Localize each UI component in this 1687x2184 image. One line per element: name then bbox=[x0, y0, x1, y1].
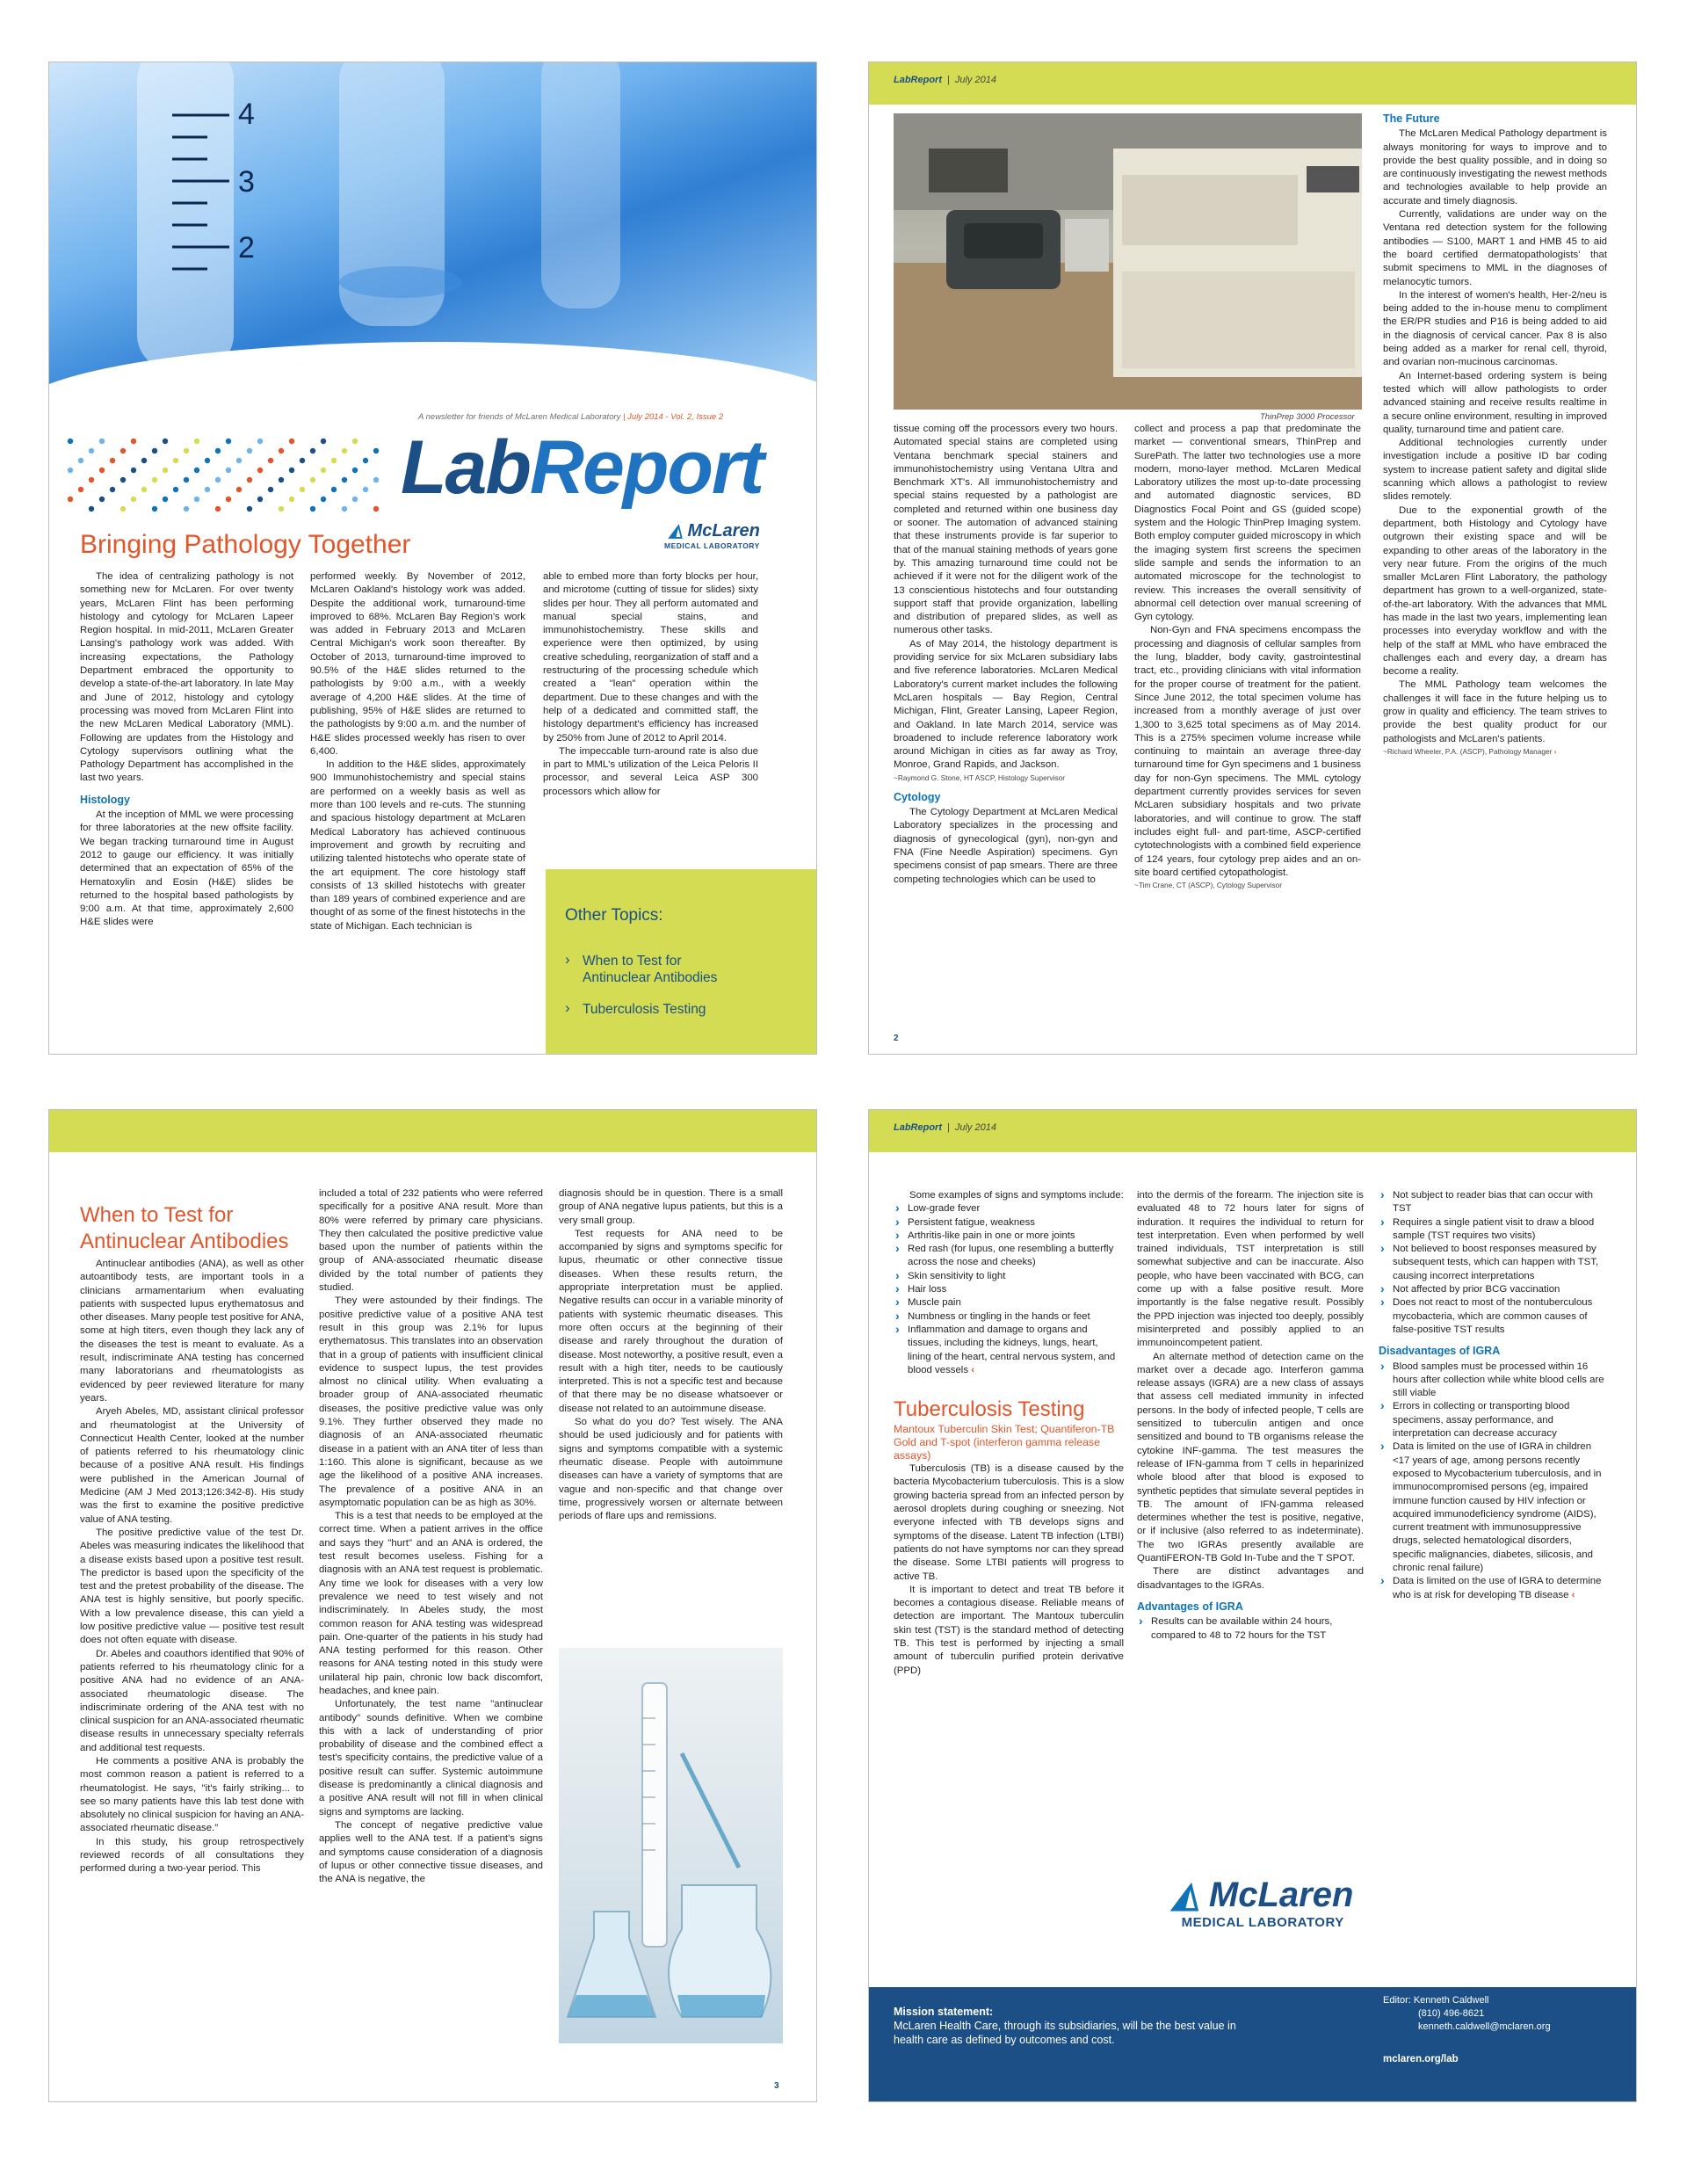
article-title: Bringing Pathology Together bbox=[80, 530, 411, 559]
decorative-dot bbox=[152, 506, 157, 512]
decorative-dot bbox=[289, 468, 294, 473]
list-item: › Requires a single patient visit to draw a blood sample (TST requires two visits) bbox=[1379, 1216, 1605, 1244]
list-item: › Not subject to reader bias that can occur with TST bbox=[1379, 1189, 1605, 1216]
decorative-dot bbox=[310, 506, 315, 512]
decorative-dot bbox=[247, 477, 252, 483]
glassware-illustration bbox=[559, 1648, 783, 2043]
paragraph: included a total of 232 patients who were referred specifically for a positive ANA result. More than 80% were referred by primary care physicians. They then calculated the positive predictive value based upon the number of patients within the group of ANA-associated rheumatic disease divided by the total number of patients they studied. bbox=[319, 1188, 543, 1294]
svg-text:2: 2 bbox=[238, 231, 255, 265]
decorative-dot bbox=[163, 439, 168, 444]
list-item: › Blood samples must be processed within 16 hours after collection while white blood cells are still viable bbox=[1379, 1360, 1605, 1401]
section-heading-cytology: Cytology bbox=[894, 790, 941, 803]
decorative-dot bbox=[194, 439, 199, 444]
newsletter-page-4 bbox=[868, 1109, 1637, 2102]
decorative-dot bbox=[215, 506, 221, 512]
other-topics-box bbox=[546, 869, 817, 1055]
mission-statement: Mission statement: McLaren Health Care, through its subsidiaries, will be the best value in health care as defined by outcomes and cost. bbox=[894, 2006, 1236, 2046]
decorative-dot bbox=[184, 477, 189, 483]
article-column-1 bbox=[80, 1258, 304, 1876]
paragraph: Unfortunately, the test name "antinuclear antibody" sounds definitive. When we combine this with a lack of understanding of prior probability of disease and the combined effect a test's specificity contains, the predictive value of a positive result can suffer. Systemic autoimmune disease is predominantly a clinical diagnosis and a positive ANA result will not fill in when clinical signs and symptoms are lacking. bbox=[319, 1699, 543, 1818]
paragraph: The MML Pathology team welcomes the challenges it will face in the future helping us to grow in quality and efficiency. The team strives to provide the best quality product for our pathologists and McLaren's patients. bbox=[1383, 679, 1607, 744]
mclaren-logo-icon: ◭ bbox=[669, 521, 683, 541]
decorative-dot bbox=[268, 487, 273, 492]
decorative-dot bbox=[163, 497, 168, 502]
decorative-dot bbox=[68, 468, 73, 473]
decorative-dot bbox=[78, 487, 83, 492]
section-heading-histology: Histology bbox=[80, 793, 130, 806]
decorative-dot bbox=[184, 506, 189, 512]
paragraph: Aryeh Abeles, MD, assistant clinical professor and rheumatologist at the University of Connecticut Health Center, looked at the number of patients referred to his rheumatology clinic because of a positive ANA result. His findings were published in the American Journal of Medicine (AM J Med 2013;126:342-8). His study was the first to examine the positive predictive value of ANA testing. bbox=[80, 1406, 304, 1525]
decorative-dot bbox=[215, 448, 221, 453]
decorative-dot bbox=[289, 497, 294, 502]
decorative-dot bbox=[89, 506, 94, 512]
other-topics-heading: Other Topics: bbox=[565, 906, 663, 925]
list-item: › Skin sensitivity to light bbox=[894, 1270, 1124, 1283]
paragraph: able to embed more than forty blocks per hour, and microtome (cutting of tissue for slides) sixty slides per hour. They all perform automated and manual special stains, and immunohistochemistry. These skills and experience were then optimized, by using creative scheduling, reorganization of staff and a restructuring of the processing schedule which created a "lean" operation within the department. Due to these changes and with the help of a dedicated and committed staff, the histology department's efficiency has increased by 250% from June of 2012 to April 2014. bbox=[543, 571, 758, 744]
article-title: When to Test for Antinuclear Antibodies bbox=[80, 1203, 289, 1253]
list-item: › Arthritis-like pain in one or more joints bbox=[894, 1230, 1124, 1243]
decorative-dot bbox=[257, 439, 263, 444]
paragraph: In the interest of women's health, Her-2/neu is being added to the in-house menu to compliment the ER/PR studies and P16 is being added to aid in the diagnosis of cervical cancer. Pax 8 is also being added as a marker for renal cell, thyroid, and ovarian non-mucinous carcinomas. bbox=[1383, 289, 1607, 368]
decorative-dot bbox=[152, 477, 157, 483]
page-header-bar: LabReport | July 2014 bbox=[869, 62, 1636, 105]
symptoms-list bbox=[894, 1202, 1124, 1377]
decorative-dot bbox=[194, 497, 199, 502]
header-date: July 2014 bbox=[954, 75, 996, 85]
newsletter-page-2 bbox=[868, 62, 1637, 1055]
decorative-dot bbox=[352, 439, 358, 444]
header-logo: LabReport bbox=[894, 75, 942, 85]
article-column-1 bbox=[894, 423, 1118, 887]
advantages-list bbox=[1137, 1615, 1364, 1643]
decorative-dot bbox=[226, 439, 231, 444]
author-signature: ~Raymond G. Stone, HT ASCP, Histology Supervisor bbox=[894, 773, 1065, 782]
decorative-dot bbox=[352, 497, 358, 502]
labreport-logo: LabReport bbox=[401, 425, 764, 510]
end-mark-icon: ‹ bbox=[1553, 746, 1557, 756]
decorative-dot bbox=[194, 468, 199, 473]
paragraph: The concept of negative predictive value applies well to the ANA test. If a patient's signs and symptoms cause consideration of a diagnosis of lupus or other connective tissue diseases, and the ANA is negative, the bbox=[319, 1819, 543, 1885]
decorative-dot bbox=[68, 497, 73, 502]
decorative-dot bbox=[331, 458, 337, 463]
list-item: › Low-grade fever bbox=[894, 1202, 1124, 1215]
tb-article-subtitle: Mantoux Tuberculin Skin Test; Quantiferon-TB Gold and T-spot (interferon gamma release assays) bbox=[894, 1423, 1115, 1462]
paragraph: In addition to the H&E slides, approximately 900 Immunohistochemistry and special stains are performed on a weekly basis as well as more than 100 levels and re-cuts. The stunning and spacious histology department at McLaren Medical Laboratory has achieved continuous improvement and growth by recruiting and utilizing talented histotechs who operate state of the art equipment. The core histology staff consists of 13 skilled histotechs with greater than 189 years of combined experience and are thought of as some of the finest histotechs in the state of Michigan. Each technician is bbox=[310, 759, 525, 932]
paragraph: Antinuclear antibodies (ANA), as well as other autoantibody tests, are important tools in a clinicians armamentarium when evaluating patients with suspected lupus erythematosus and other diseases. Many people test positive for ANA, some at high titers, even though they lack any of the diseases the test is meant to evaluate. As a result, indiscriminate ANA testing has concerned many laboratorians and rheumatologists as evidenced by peer reviewed literature for many years. bbox=[80, 1259, 304, 1404]
dot-pattern-decoration bbox=[65, 436, 390, 515]
paragraph: The impeccable turn-around rate is also due in part to MML's utilization of the Leica Peloris II processor, and several Leica ASP 300 processors which allow for bbox=[543, 745, 758, 797]
decorative-dot bbox=[205, 487, 210, 492]
paragraph: They were astounded by their findings. The positive predictive value of a positive ANA test result in this group was 2.1% for lupus erythematosus. This translates into an observation that in a group of patients with insufficient clinical evidence to suspect lupus, the test provides almost no clinical utility. When evaluating a broader group of ANA-associated rheumatic diseases, the positive predictive value was only 9.1%. They further observed they made no diagnosis of an ANA-associated rheumatic disease in a patient with an ANA titer of less than 1:160. This alone is significant, because as we age the likelihood of a positive ANA increases. The prevalence of a positive ANA in an asymptomatic population can be as high as 30%. bbox=[319, 1295, 543, 1508]
paragraph: As of May 2014, the histology department is providing service for six McLaren subsidiary labs and five reference laboratories. McLaren Medical Laboratory's current market includes the following McLaren hospitals — Bay Region, Central Michigan, Flint, Greater Lansing, Lapeer Region, and Oakland. In late March 2014, service was broadened to include reference laboratory work around Michigan in cities as far away as Troy, Monroe, Grand Rapids, and Jackson. bbox=[894, 638, 1118, 771]
mission-footer bbox=[869, 1987, 1636, 2101]
decorative-dot bbox=[120, 506, 126, 512]
test-tube-illustration bbox=[49, 62, 817, 388]
topic-link-ana[interactable]: › When to Test for Antinuclear Antibodies bbox=[565, 953, 717, 986]
decorative-dot bbox=[373, 448, 379, 453]
section-heading-advantages: Advantages of IGRA bbox=[1137, 1600, 1243, 1613]
mclaren-logo-large: ◭ McLaren MEDICAL LABORATORY bbox=[1172, 1876, 1354, 1930]
decorative-dot bbox=[131, 497, 136, 502]
list-item: › Hair loss bbox=[894, 1283, 1124, 1296]
decorative-dot bbox=[373, 506, 379, 512]
decorative-dot bbox=[141, 458, 147, 463]
list-item: › Inflammation and damage to organs and tissues, including the kidneys, lungs, heart, lining of the heart, central nervous system, and blood vessels ‹ bbox=[894, 1324, 1124, 1377]
decorative-dot bbox=[120, 448, 126, 453]
disadvantages-list bbox=[1379, 1360, 1605, 1602]
paragraph: Additional technologies currently under investigation include a positive ID bar coding system to increase patient safety and digital slide scanning which allows a pathologist to review slides remotely. bbox=[1383, 438, 1607, 503]
list-item: › Not affected by prior BCG vaccination bbox=[1379, 1283, 1605, 1296]
lab-equipment-illustration bbox=[894, 113, 1362, 410]
paragraph: This is a test that needs to be employed at the correct time. When a patient arrives in the office and says they "hurt" and an ANA is ordered, the test result becomes useless. Fishing for a diagnosis with an ANA test request is problematic. Any time we look for diseases with a very low prevalence we need to test wisely and not indiscriminately. In Abeles study, the most common reason for ANA testing was widespread pain. One-quarter of the patients in his study had ANA testing performed for this reason. Other reasons for ANA testing noted in this study were unilateral hip pain, chronic low back discomfort, headaches, and knee pain. bbox=[319, 1511, 543, 1696]
website-link[interactable]: mclaren.org/lab bbox=[1383, 2054, 1459, 2064]
page-header-bar: LabReport | July 2014 bbox=[869, 1110, 1636, 1152]
decorative-dot bbox=[205, 458, 210, 463]
paragraph: Test requests for ANA need to be accompanied by signs and symptoms specific for lupus, rheumatic or other connective tissue diseases. When these results return, the appropriate interpretation must be applied. Negative results can occur in a variable minority of patients with systemic rheumatic diseases. This more often occurs at the beginning of their disease and rarely throughout the duration of disease. Most noteworthy, a positive result, even a result with a high titer, needs to be cautiously interpreted. This is not a specific test and because of that there may be no disease whatsoever or disease not related to an autoimmune disease. bbox=[559, 1228, 783, 1414]
end-mark-icon: ‹ bbox=[1571, 1589, 1575, 1600]
cover-photo-test-tubes bbox=[49, 62, 816, 388]
decorative-dot bbox=[279, 477, 284, 483]
list-item: › Does not react to most of the nontuberculous mycobacteria, which are common causes of false-positive TST results bbox=[1379, 1296, 1605, 1337]
section-heading-future: The Future bbox=[1383, 112, 1440, 125]
list-item: › Persistent fatigue, weakness bbox=[894, 1216, 1124, 1230]
decorative-dot bbox=[321, 439, 326, 444]
decorative-dot bbox=[226, 497, 231, 502]
article-column-2 bbox=[310, 570, 525, 933]
paragraph: Tuberculosis (TB) is a disease caused by the bacteria Mycobacterium tuberculosis. This is a slow growing bacteria spread from an infected person by aerosol droplets during coughing or sneezing. Not everyone infected with TB develops signs and symptoms of the disease. Latent TB infection (LTBI) patients do not have symptoms nor can they spread the disease. Some LTBI patients will progress to active TB. bbox=[894, 1463, 1124, 1582]
article-column-3 bbox=[543, 570, 758, 799]
page-header-bar bbox=[49, 1110, 816, 1152]
topic-link-tb[interactable]: › Tuberculosis Testing bbox=[565, 1001, 706, 1018]
decorative-dot bbox=[279, 448, 284, 453]
decorative-dot bbox=[321, 468, 326, 473]
decorative-dot bbox=[342, 477, 347, 483]
editor-email-link[interactable]: kenneth.caldwell@mclaren.org bbox=[1418, 2021, 1551, 2032]
decorative-dot bbox=[289, 439, 294, 444]
svg-text:4: 4 bbox=[238, 98, 255, 131]
paragraph: He comments a positive ANA is probably the most common reason a patient is referred to a rheumatologist. He says, "it's fairly striking... to see so many patients have this lab test done with absolutely no clinical suspicion for having an ANA-associated rheumatic disease." bbox=[80, 1755, 304, 1834]
paragraph: An Internet-based ordering system is being tested which will allow pathologists to order advanced staining and receive results realtime in a secure online environment, resulting in improved quality, turnaround time and patient care. bbox=[1383, 370, 1607, 435]
mclaren-logo-icon: ◭ bbox=[1172, 1876, 1199, 1914]
list-item: › Data is limited on the use of IGRA in children <17 years of age, among persons recently exposed to Mycobacterium tuberculosis, and in immunocompromised persons (eg, impaired immune function caused by HIV infection or acquired immunodeficiency syndrome (AIDS), current treatment with immunosuppressive drugs, selected hematological disorders, specific malignancies, diabetes, silicosis, and chronic renal failure) bbox=[1379, 1440, 1605, 1575]
paragraph: The positive predictive value of the test Dr. Abeles was measuring indicates the likelihood that a disease exists based upon a positive test result. The predictor is based upon the specificity of the test and the pretest probability of the disease. The ANA test is highly sensitive, but poorly specific. With a low prevalence disease, this can yield a low positive predictive value — positive test result does not often equate with disease. bbox=[80, 1527, 304, 1646]
decorative-dot bbox=[89, 477, 94, 483]
decorative-dot bbox=[268, 458, 273, 463]
decorative-dot bbox=[257, 468, 263, 473]
paragraph: performed weekly. By November of 2012, McLaren Oakland's histology work was added. Despite the additional work, turnaround-time improved to 68%. McLaren Bay Region's work was added in February 2013 and McLaren Central Michigan's work soon thereafter. By October of 2013, turnaround-time improved to 90.5% of the H&E slides returned to the pathologists by 9:00 a.m., with a weekly average of 4,200 H&E slides. At the time of publishing, 95% of H&E slides are returned to the pathologists by 9:00 a.m. and the number of H&E slides processed weekly has risen to over 6,400. bbox=[310, 571, 525, 757]
header-date: July 2014 bbox=[954, 1122, 996, 1133]
decorative-dot bbox=[184, 448, 189, 453]
newsletter-cover-page bbox=[48, 62, 817, 1055]
article-column-3 bbox=[1383, 112, 1607, 757]
decorative-dot bbox=[321, 497, 326, 502]
decorative-dot bbox=[363, 458, 368, 463]
symptoms-intro: Some examples of signs and symptoms include: bbox=[909, 1190, 1124, 1201]
paragraph: collect and process a pap that predominate the market — conventional smears, ThinPrep and SurePath. The latter two technologies use a more modern, mono-layer method. McLaren Medical Laboratory utilizes the most up-to-date processing and automated diagnostic services, BD Diagnostics Focal Point and GS (guided scope) system and the Hologic ThinPrep Imaging system. Both employ computer guided microscopy in which the imaging system first screens the specimen slide sample and sends the information to an automated microscope for the technologist to review. This increases the overall sensitivity of abnormal cell detection over manual screening of Gyn cytology. bbox=[1134, 424, 1361, 623]
decorative-dot bbox=[300, 458, 305, 463]
decorative-dot bbox=[373, 477, 379, 483]
article-column-1 bbox=[894, 1189, 1124, 1678]
decorative-dot bbox=[310, 477, 315, 483]
decorative-dot bbox=[78, 458, 83, 463]
decorative-dot bbox=[342, 448, 347, 453]
decorative-dot bbox=[99, 439, 105, 444]
author-signature: ~Richard Wheeler, P.A. (ASCP), Pathology Manager ‹ bbox=[1383, 746, 1557, 756]
paragraph: Non-Gyn and FNA specimens encompass the processing and diagnosis of cellular samples from the lung, bladder, body cavity, gastrointestinal tract, etc., providing clinicians with vital information for the proper course of treatment for the patient. Since June 2012, the total specimen volume has increased from a monthly average of just over 1,300 to 3,625 total specimens as of May 2014. This is a 275% specimen volume increase while continuing to maintain an average three-day turnaround time for Gyn specimens and 1 business day for non-Gyn specimens. The MML cytology department currently provides services for seven McLaren subsidiary hospitals and two private laboratories, and will continue to grow. The staff includes eight full- and part-time, ASCP-certified cytotechnologists with a combined field experience of 124 years, four cytology prep aides and an on-site board certified cytopathologist. bbox=[1134, 625, 1361, 878]
decorative-dot bbox=[352, 468, 358, 473]
author-signature: ~Tim Crane, CT (ASCP), Cytology Supervisor bbox=[1134, 881, 1283, 890]
thinprep-processor-photo bbox=[894, 113, 1362, 410]
paragraph: Due to the exponential growth of the department, both Histology and Cytology have outgrown their existing space and will be expanding to other areas of the laboratory in the very near future. From the origins of the much smaller McLaren Flint Laboratory, the pathology department has grown to a well-organized, state-of-the-art laboratory. With the advances that MML has made in the last two years, implementing lean processes into everyday workflow and with the help of the staff at MML who have embraced the challenges each and every day, a dream has become a reality. bbox=[1383, 504, 1607, 678]
list-item: › Errors in collecting or transporting blood specimens, assay performance, and interpretation can decrease accuracy bbox=[1379, 1400, 1605, 1440]
decorative-dot bbox=[236, 458, 242, 463]
decorative-dot bbox=[89, 448, 94, 453]
decorative-dot bbox=[110, 458, 115, 463]
paragraph: tissue coming off the processors every two hours. Automated special stains are completed using Ventana benchmark special stainers and immunohistochemistry using Ventana Ultra and Benchmark XT's. All immunohistochemistry and special stains requested by a pathologist are completed and returned within one business day or sooner. The automation of advanced staining that these instruments provide is far superior to that of the manual staining methods of years gone by. This amazing turnaround time could not be achieved if it were not for the diligent work of the 13 conscientious histotechs and four outstanding support staff that provide organization, labelling and distribution of prepared slides, as well as numerous other tasks. bbox=[894, 424, 1118, 636]
decorative-dot bbox=[99, 468, 105, 473]
photo-caption: ThinPrep 3000 Processor bbox=[1260, 412, 1355, 422]
article-column-2 bbox=[1134, 423, 1361, 890]
paragraph: The idea of centralizing pathology is not something new for McLaren. For over twenty years, McLaren Flint has been performing histology and cytology for McLaren Lapeer Region hospital. In mid-2011, McLaren Greater Lansing's pathology work was added. With increasing expectations, the Pathology Department embraced the opportunity to develop a state-of-the-art laboratory. In late May and June of 2012, histology and cytology processing was moved from McLaren Flint into the new McLaren Medical Laboratory (MML). Following are updates from the Histology and Cytology supervisors outlining what the Pathology Department has accomplished in the last two years. bbox=[80, 571, 293, 784]
list-item: › Results can be available within 24 hours, compared to 48 to 72 hours for the TST bbox=[1137, 1615, 1364, 1643]
decorative-dot bbox=[120, 477, 126, 483]
decorative-dot bbox=[131, 468, 136, 473]
paragraph: So what do you do? Test wisely. The ANA should be used judiciously and for patients with signs and symptoms compatible with a systemic rheumatic disease. People with autoimmune diseases can have a variety of symptoms that are vague and non-specific and that change over time, progressively worsen or alternate between periods of flare ups and remissions. bbox=[559, 1417, 783, 1522]
decorative-dot bbox=[99, 497, 105, 502]
page-number: 2 bbox=[894, 1034, 899, 1043]
lab-glassware-photo bbox=[559, 1648, 783, 2043]
decorative-dot bbox=[300, 487, 305, 492]
paragraph: At the inception of MML we were processing for three laboratories at the new offsite facility. We began tracking turnaround time in August 2012 to gauge our efficiency. It was initially determined that an expectation of 65% of the Hematoxylin and Eosin (H&E) slides be returned to the hospital based pathologists by 9:00 a.m. At that time, approximately 2,600 H&E slides were bbox=[80, 809, 293, 928]
decorative-dot bbox=[215, 477, 221, 483]
page-number: 3 bbox=[774, 2081, 779, 2091]
decorative-dot bbox=[141, 487, 147, 492]
list-item: › Numbness or tingling in the hands or feet bbox=[894, 1310, 1124, 1324]
list-item: › Data is limited on the use of IGRA to determine who is at risk for developing TB disease ‹ bbox=[1379, 1575, 1605, 1602]
decorative-dot bbox=[131, 439, 136, 444]
article-column-3 bbox=[1379, 1189, 1605, 1602]
newsletter-tagline: A newsletter for friends of McLaren Medical Laboratory | July 2014 - Vol. 2, Issue 2 bbox=[418, 412, 724, 422]
editor-contact: Editor: Kenneth Caldwell (810) 496-8621 kenneth.caldwell@mclaren.org bbox=[1383, 1995, 1551, 2032]
paragraph: In this study, his group retrospectively reviewed records of all consultations they performed during a two-year period. This bbox=[80, 1836, 304, 1875]
paragraph: The McLaren Medical Pathology department is always monitoring for ways to improve and to provide the best quality possible, and in doing so are continuously investigating the newest methods and technologies available to help provide an accurate and timely diagnosis. bbox=[1383, 128, 1607, 207]
article-column-3 bbox=[559, 1187, 783, 1523]
paragraph: into the dermis of the forearm. The injection site is evaluated 48 to 72 hours later for signs of induration. It requires the individual to return for test interpretation. Even when performed by well trained individuals, TST interpretation is still somewhat subjective and can be inaccurate. Also people, who have been vaccinated with BCG, can come up with a false positive result. More importantly is the false negative result. Possibly the PPD injection was injected too deeply, possibly misinterpreted and possibly applied to an immunoincompetent patient. bbox=[1137, 1190, 1364, 1349]
paragraph: An alternate method of detection came on the market over a decade ago. Interferon gamma release assays (IGRA) are a new class of assays that assess cell mediated immunity in infected persons. In the body of infected people, T cells are sensitized to tuberculin antigen and once sensitized and bound to TB organisms release the cytokine INF-gamma. The test measures the release of IFN-gamma from T cells in heparinized whole blood after that blood is exposed to synthetic peptides that simulate several peptides in TB. The amount of IFN-gamma released determines whether the test is positive, negative, or if inclusive (also referred to as indeterminate). The two IGRAs presently available are QuantiFERON-TB Gold In-Tube and the T SPOT. bbox=[1137, 1351, 1364, 1564]
decorative-dot bbox=[247, 448, 252, 453]
decorative-dot bbox=[236, 487, 242, 492]
paragraph: diagnosis should be in question. There is a small group of ANA negative lupus patients, but this is a very small group. bbox=[559, 1188, 783, 1226]
list-item: › Not believed to boost responses measured by subsequent tests, which can happen with TST, causing incorrect interpretations bbox=[1379, 1243, 1605, 1283]
paragraph: Dr. Abeles and coauthors identified that 90% of patients referred to his rheumatology clinic for a positive ANA had no evidence of an ANA-associated rheumatologic disease. The indiscriminate ordering of the ANA test with no clinical suspicion for an ANA-associated rheumatic disease results in unnecessary specialty referrals and additional test requests. bbox=[80, 1648, 304, 1753]
decorative-dot bbox=[110, 487, 115, 492]
section-heading-disadvantages: Disadvantages of IGRA bbox=[1379, 1345, 1501, 1358]
decorative-dot bbox=[279, 506, 284, 512]
end-mark-icon: ‹ bbox=[971, 1364, 974, 1375]
decorative-dot bbox=[247, 506, 252, 512]
decorative-dot bbox=[342, 506, 347, 512]
tb-article-title: Tuberculosis Testing bbox=[894, 1397, 1085, 1422]
decorative-dot bbox=[173, 487, 178, 492]
decorative-dot bbox=[226, 468, 231, 473]
list-item: › Muscle pain bbox=[894, 1296, 1124, 1310]
list-item: › Red rash (for lupus, one resembling a butterfly across the nose and cheeks) bbox=[894, 1243, 1124, 1270]
article-column-2 bbox=[1137, 1189, 1364, 1643]
decorative-dot bbox=[257, 497, 263, 502]
article-column-2 bbox=[319, 1187, 543, 1886]
decorative-dot bbox=[68, 439, 73, 444]
paragraph: The Cytology Department at McLaren Medical Laboratory specializes in the processing and diagnosis of gynecological (gyn), non-gyn and FNA (Fine Needle Aspiration) specimens. Gyn specimens consist of pap smears. There are three competing technologies which can be used to bbox=[894, 807, 1118, 885]
svg-text:3: 3 bbox=[238, 165, 255, 199]
decorative-dot bbox=[152, 448, 157, 453]
mclaren-logo: ◭ McLaren MEDICAL LABORATORY bbox=[664, 521, 760, 550]
decorative-dot bbox=[331, 487, 337, 492]
decorative-dot bbox=[363, 487, 368, 492]
newsletter-page-3 bbox=[48, 1109, 817, 2102]
header-logo: LabReport bbox=[894, 1122, 942, 1133]
paragraph: Currently, validations are under way on the Ventana red detection system for the following antibodies — S100, MART 1 and HMB 45 to aid the board certified dermatopathologists' that submit specimens to MML in the diagnoses of melanocytic tumors. bbox=[1383, 209, 1607, 287]
decorative-dot bbox=[173, 458, 178, 463]
article-column-1 bbox=[80, 570, 293, 930]
decorative-dot bbox=[163, 468, 168, 473]
paragraph: It is important to detect and treat TB before it becomes a contagious disease. Reliable means of detection are important. The Mantoux tuberculin skin test (TST) is the standard method of detecting TB. This test is performed by injecting a small amount of tuberculin purified protein derivative (PPD) bbox=[894, 1584, 1124, 1676]
advantages-list-continued bbox=[1379, 1189, 1605, 1337]
paragraph: There are distinct advantages and disadvantages to the IGRAs. bbox=[1137, 1566, 1364, 1591]
decorative-dot bbox=[310, 448, 315, 453]
